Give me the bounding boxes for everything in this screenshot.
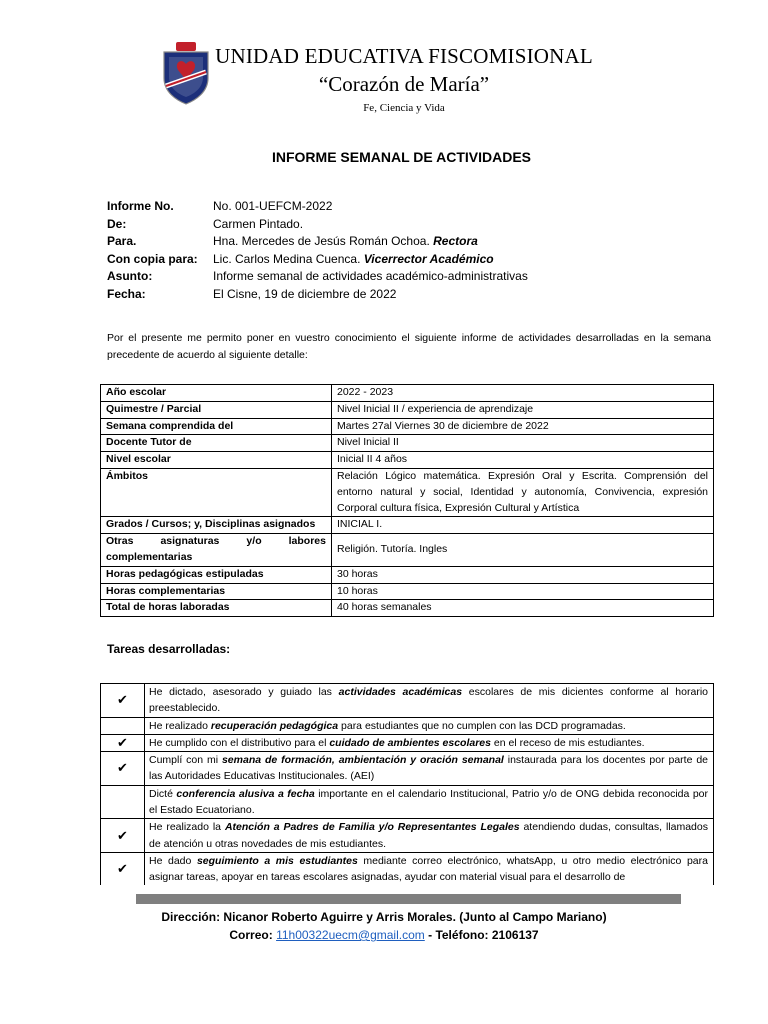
checkmark-icon: ✔ xyxy=(101,819,145,853)
info-table xyxy=(100,384,714,617)
info-value: Religión. Tutoría. Ingles xyxy=(332,534,714,567)
task-highlight: cuidado de ambientes escolares xyxy=(329,736,491,749)
meta-row-report-number xyxy=(107,198,528,216)
task-text: He dado xyxy=(149,854,197,867)
info-key: Total de horas laboradas xyxy=(101,600,332,617)
tasks-heading: Tareas desarrolladas: xyxy=(107,642,231,656)
info-value: Inicial II 4 años xyxy=(332,452,714,469)
task-row xyxy=(101,785,714,819)
task-row xyxy=(101,752,714,786)
email-label: Correo: xyxy=(229,928,277,942)
info-value: 2022 - 2023 xyxy=(332,385,714,402)
info-value: Martes 27al Viernes 30 de diciembre de 2022 xyxy=(332,418,714,435)
institution-motto: Fe, Ciencia y Vida xyxy=(363,102,445,114)
info-value: 30 horas xyxy=(332,566,714,583)
task-text: He realizado la xyxy=(149,821,225,834)
task-row xyxy=(101,734,714,751)
table-row xyxy=(101,401,714,418)
info-key: Quimestre / Parcial xyxy=(101,401,332,418)
task-highlight: conferencia alusiva a fecha xyxy=(176,787,315,800)
meta-key: Informe No. xyxy=(107,199,174,213)
checkmark-icon: ✔ xyxy=(101,852,145,885)
task-description xyxy=(145,717,714,734)
task-description xyxy=(145,734,714,751)
institution-name: UNIDAD EDUCATIVA FISCOMISIONAL xyxy=(215,44,593,68)
info-key: Ámbitos xyxy=(101,468,332,516)
task-description xyxy=(145,785,714,819)
task-description xyxy=(145,852,714,885)
table-row xyxy=(101,468,714,516)
task-row xyxy=(101,819,714,853)
empty-check-cell xyxy=(101,785,145,819)
meta-key: Fecha: xyxy=(107,286,146,301)
task-text: para estudiantes que no cumplen con las DCD programadas. xyxy=(338,719,626,732)
table-row xyxy=(101,418,714,435)
meta-role: Rectora xyxy=(433,234,478,248)
meta-key: Con copia para: xyxy=(107,251,198,266)
info-key: Docente Tutor de xyxy=(101,435,332,452)
task-text: escolares de mis dicientes conforme al horario preestablecido. xyxy=(149,686,708,715)
checkmark-icon: ✔ xyxy=(101,684,145,718)
task-row xyxy=(101,717,714,734)
report-metadata xyxy=(107,198,528,303)
task-highlight: seguimiento a mis estudiantes xyxy=(196,854,358,867)
footer-divider xyxy=(136,894,681,904)
task-text: Dicté xyxy=(149,787,177,800)
info-value: Nivel Inicial II / experiencia de aprendizaje xyxy=(332,401,714,418)
info-key: Otras asignaturas y/o labores complementarias xyxy=(101,534,332,567)
empty-check-cell xyxy=(101,717,145,734)
task-highlight: semana de formación, ambientación y oración semanal xyxy=(221,754,504,767)
info-key: Semana comprendida del xyxy=(101,418,332,435)
info-key: Nivel escolar xyxy=(101,452,332,469)
table-row xyxy=(101,583,714,600)
task-description xyxy=(145,752,714,786)
meta-value: No. 001-UEFCM-2022 xyxy=(213,199,333,213)
task-description xyxy=(145,819,714,853)
tasks-table xyxy=(100,683,714,885)
table-row xyxy=(101,534,714,567)
meta-value: El Cisne, 19 de diciembre de 2022 xyxy=(213,286,397,301)
table-row xyxy=(101,452,714,469)
task-text: importante en el calendario Institucional, Patrio y/o de ONG debida reconocida por el Estado Ecuatoriano. xyxy=(149,787,708,817)
task-highlight: Atención a Padres de Familia y/o Representantes Legales xyxy=(224,821,520,834)
phone-text: - Teléfono: 2106137 xyxy=(424,928,539,942)
table-row xyxy=(101,435,714,452)
meta-value: Carmen Pintado. xyxy=(213,216,304,231)
info-key: Año escolar xyxy=(101,385,332,402)
meta-value: Lic. Carlos Medina Cuenca. xyxy=(213,251,361,266)
task-text: Cumplí con mi xyxy=(149,754,222,767)
meta-key: Asunto: xyxy=(107,269,153,283)
tasks-table-viewport xyxy=(100,683,714,885)
task-text: instaurada para los docentes por parte de las Autoridades Educativas Institucionales. (AEI) xyxy=(149,754,709,783)
task-row xyxy=(101,684,714,718)
meta-role: Vicerrector Académico xyxy=(363,251,494,266)
task-text: He cumplido con el distributivo para el xyxy=(149,736,330,749)
task-text: He realizado xyxy=(149,719,211,732)
info-key: Grados / Cursos; y, Disciplinas asignados xyxy=(101,517,332,534)
task-text: He dictado, asesorado y guiado las xyxy=(149,686,339,698)
task-text: atendiendo dudas, consultas, llamados de atención u otras novedades de mis estudiantes. xyxy=(149,821,708,850)
intro-paragraph: Por el presente me permito poner en vuestro conocimiento el siguiente informe de actividades desarrolladas en la semana precedente de acuerdo al siguiente detalle: xyxy=(107,332,711,361)
institution-subtitle: “Corazón de María” xyxy=(318,72,490,96)
meta-row-subject xyxy=(107,268,528,286)
email-link[interactable]: 11h00322uecm@gmail.com xyxy=(276,928,425,942)
document-title: INFORME SEMANAL DE ACTIVIDADES xyxy=(271,149,531,165)
task-row xyxy=(101,852,714,885)
meta-value: Hna. Mercedes de Jesús Román Ochoa. xyxy=(213,234,430,248)
checkmark-icon: ✔ xyxy=(101,752,145,786)
task-text: mediante correo electrónico, whatsApp, u otro medio electrónico para asignar tareas, apoyar en tareas escolares asignadas, ayudar con material visual para el desarrollo de xyxy=(149,854,708,884)
info-key: Horas complementarias xyxy=(101,583,332,600)
info-value: 40 horas semanales xyxy=(332,600,714,617)
meta-value: Informe semanal de actividades académico-administrativas xyxy=(213,269,528,283)
meta-row-from xyxy=(107,216,528,234)
info-value: INICIAL I. xyxy=(332,517,714,534)
footer-contact xyxy=(0,928,768,942)
task-highlight: recuperación pedagógica xyxy=(210,719,339,732)
table-row xyxy=(101,600,714,617)
info-key: Horas pedagógicas estipuladas xyxy=(101,566,332,583)
task-text: en el receso de mis estudiantes. xyxy=(491,736,645,749)
meta-key: Para. xyxy=(107,234,137,248)
meta-row-cc xyxy=(107,251,528,269)
info-value: Relación Lógico matemática. Expresión Oral y Escrita. Comprensión del entorno natural y social, Identidad y autonomía, Convivencia, expresión Corporal cultura física, Expresión Cultural y Artística xyxy=(332,468,714,516)
table-row xyxy=(101,385,714,402)
task-description xyxy=(145,684,714,718)
footer-address: Dirección: Nicanor Roberto Aguirre y Arris Morales. (Junto al Campo Mariano) xyxy=(161,910,607,924)
meta-row-to xyxy=(107,233,528,251)
table-row xyxy=(101,566,714,583)
info-value: 10 horas xyxy=(332,583,714,600)
meta-row-date xyxy=(107,286,528,304)
table-row xyxy=(101,517,714,534)
task-highlight: actividades académicas xyxy=(338,686,463,698)
meta-key: De: xyxy=(107,216,127,231)
info-value: Nivel Inicial II xyxy=(332,435,714,452)
checkmark-icon: ✔ xyxy=(101,734,145,751)
